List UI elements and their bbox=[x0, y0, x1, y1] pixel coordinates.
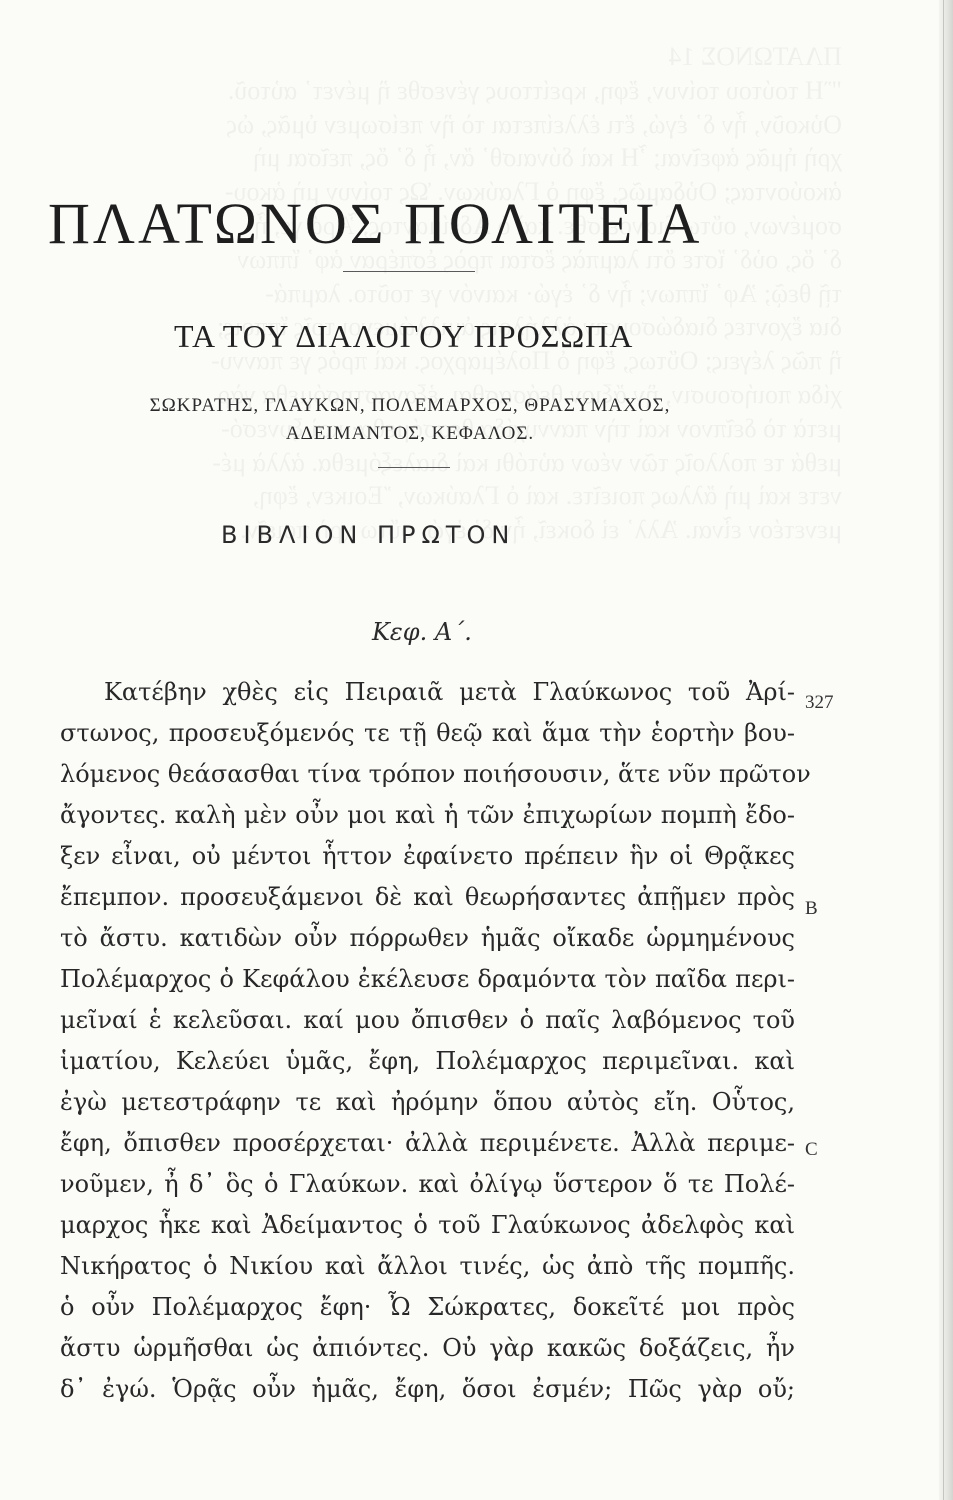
text-line: Πολέμαρχος ὁ Κεφάλου ἐκέλευσε δραμόντα τὸν παῖδα περι- bbox=[60, 965, 795, 993]
text-line: ἔφη, ὄπισθεν προσέρχεται· ἀλλὰ περιμένετε. Ἀλλὰ περιμε- bbox=[60, 1129, 795, 1157]
text-line: μαρχος ἧκε καὶ Ἀδείμαντος ὁ τοῦ Γλαύκωνος ἀδελφὸς καὶ bbox=[60, 1211, 795, 1239]
text-line: ἄστυ ὡρμῆσθαι ὡς ἀπιόντες. Οὐ γὰρ κακῶς δοξάζεις, ἦν bbox=[60, 1334, 795, 1362]
margin-section-letter: C bbox=[805, 1139, 818, 1160]
text-line: ἄγοντες. καλὴ μὲν οὖν μοι καὶ ἡ τῶν ἐπιχωρίων πομπὴ ἔδο- bbox=[60, 801, 795, 829]
text-line: λόμενος θεάσασθαι τίνα τρόπον ποιήσουσιν, ἅτε νῦν πρῶτον bbox=[60, 760, 811, 788]
text-line: ἱματίου, Κελεύει ὑμᾶς, ἔφη, Πολέμαρχος περιμεῖναι. καὶ bbox=[60, 1047, 795, 1075]
text-line: Νικήρατος ὁ Νικίου καὶ ἄλλοι τινές, ὡς ἀπὸ τῆς πομπῆς. bbox=[60, 1252, 795, 1280]
persons-list bbox=[60, 392, 760, 447]
text-line: Κατέβην χθὲς εἰς Πειραιᾶ μετὰ Γλαύκωνος τοῦ Ἀρί- bbox=[104, 678, 795, 706]
chapter-label: Κεφ. Α΄. bbox=[372, 618, 472, 646]
page-title: ΠΛΑΤΩΝΟΣ ΠΟΛΙΤΕΙΑ bbox=[48, 191, 703, 256]
persons-heading: ΤΑ ΤΟΥ ΔΙΑΛΟΓΟΥ ΠΡΟΣΩΠΑ bbox=[174, 318, 634, 354]
book-heading: ΒΙΒΛΙΟΝ ΠΡΩΤΟΝ bbox=[221, 521, 516, 549]
text-line: τὸ ἄστυ. κατιδὼν οὖν πόρρωθεν ἡμᾶς οἴκαδε ὡρμημένους bbox=[60, 924, 795, 952]
text-line: ὁ οὖν Πολέμαρχος ἔφη· Ὦ Σώκρατες, δοκεῖτέ μοι πρὸς bbox=[60, 1293, 795, 1321]
text-line: ἐγὼ μετεστράφην τε καὶ ἠρόμην ὅπου αὐτὸς εἴη. Οὗτος, bbox=[60, 1088, 795, 1116]
margin-stephanus-number: 327 bbox=[805, 692, 834, 713]
persons-line: ΑΔΕΙΜΑΝΤΟΣ, ΚΕΦΑΛΟΣ. bbox=[285, 422, 535, 444]
text-line: στωνος, προσευξόμενός τε τῇ θεῷ καὶ ἅμα τὴν ἑορτὴν βου- bbox=[60, 719, 795, 747]
margin-section-letter: B bbox=[805, 898, 818, 919]
page-edge-line bbox=[943, 0, 944, 1500]
bleed-through-text bbox=[62, 40, 842, 547]
persons-line: ΣΩΚΡΑΤΗΣ, ΓΛΑΥΚΩΝ, ΠΟΛΕΜΑΡΧΟΣ, ΘΡΑΣΥΜΑΧΟΣ, bbox=[149, 395, 671, 416]
text-line: δ᾽ ἐγώ. Ὁρᾷς οὖν ἡμᾶς, ἔφη, ὅσοι ἐσμέν; Πῶς γὰρ οὔ; bbox=[60, 1375, 795, 1403]
text-line: νοῦμεν, ἦ δ᾽ ὃς ὁ Γλαύκων. καὶ ὀλίγῳ ὕστερον ὅ τε Πολέ- bbox=[60, 1170, 795, 1198]
text-line: ἔπεμπον. προσευξάμενοι δὲ καὶ θεωρήσαντες ἀπῇμεν πρὸς bbox=[60, 883, 795, 911]
text-line: ξεν εἶναι, οὐ μέντοι ἧττον ἐφαίνετο πρέπειν ἣν οἱ Θρᾷκες bbox=[60, 842, 795, 870]
page-edge-shadow bbox=[939, 0, 953, 1500]
persons-divider bbox=[378, 467, 450, 468]
text-line: μεῖναί ἑ κελεῦσαι. καί μου ὄπισθεν ὁ παῖς λαβόμενος τοῦ bbox=[60, 1006, 795, 1034]
title-divider bbox=[343, 271, 475, 272]
